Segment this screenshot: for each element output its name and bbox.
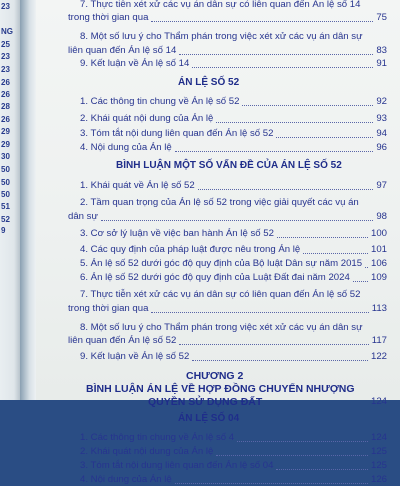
dot-leader xyxy=(151,20,373,22)
left-page-number: 26 xyxy=(1,115,10,124)
left-page-number: 51 xyxy=(1,202,10,211)
toc-page-number: 83 xyxy=(376,45,387,56)
dot-leader xyxy=(175,482,368,484)
toc-page-number: 98 xyxy=(376,211,387,222)
dot-leader xyxy=(353,280,368,282)
chapter-heading: CHƯƠNG 2 xyxy=(186,370,244,382)
dot-leader xyxy=(179,343,369,345)
toc-entry: trong thời gian qua xyxy=(68,303,149,314)
toc-entry: 2. Khái quát nội dung của Án lệ xyxy=(80,113,214,124)
left-page-number: 50 xyxy=(1,178,10,187)
toc-entry: 7. Thực tiễn xét xử các vụ án dân sự có liên quan đến Án lệ số 52 xyxy=(80,289,361,300)
toc-page-number: 97 xyxy=(376,180,387,191)
toc-entry: trong thời gian qua xyxy=(68,12,149,23)
toc-page-number: 126 xyxy=(370,474,387,485)
chapter-heading: QUYỀN SỬ DỤNG ĐẤT xyxy=(148,396,263,408)
dot-leader xyxy=(101,219,373,221)
left-page-number: 26 xyxy=(1,90,10,99)
toc-entry: 1. Các thông tin chung về Án lệ số 52 xyxy=(80,96,240,107)
toc-entry: 5. Án lệ số 52 dưới góc độ quy định của Bộ luật Dân sự năm 2015 xyxy=(80,258,363,269)
toc-page-number: 117 xyxy=(371,335,387,346)
dot-leader xyxy=(198,188,373,190)
toc-entry: 4. Các quy định của pháp luật được nêu trong Án lệ xyxy=(80,244,301,255)
left-page-number: 50 xyxy=(1,165,10,174)
dot-leader xyxy=(192,66,373,68)
dot-leader xyxy=(216,121,373,123)
dot-leader xyxy=(276,136,373,138)
left-page-number: 26 xyxy=(1,78,10,87)
left-page-number: 50 xyxy=(1,190,10,199)
left-page-number: 30 xyxy=(1,152,10,161)
left-page-number: NG xyxy=(1,27,13,36)
dot-leader xyxy=(216,454,368,456)
left-page-number: 23 xyxy=(1,52,10,61)
toc-entry: 9. Kết luận về Án lệ số 14 xyxy=(80,58,190,69)
left-page-number: 28 xyxy=(1,102,10,111)
left-page-number: 23 xyxy=(1,65,10,74)
toc-entry: 6. Án lệ số 52 dưới góc độ quy định của Luật Đất đai năm 2024 xyxy=(80,272,350,283)
left-page-number: 23 xyxy=(1,2,10,11)
dot-leader xyxy=(242,104,373,106)
toc-entry: 2. Khái quát nội dung của Án lệ xyxy=(80,446,214,457)
toc-page-number: 125 xyxy=(370,446,387,457)
toc-page-number: 125 xyxy=(370,460,387,471)
left-page-number: 52 xyxy=(1,215,10,224)
dot-leader xyxy=(277,236,368,238)
toc-entry: 1. Các thông tin chung về Án lệ số 4 xyxy=(80,432,235,443)
toc-page-number: 100 xyxy=(370,228,387,239)
section-heading: BÌNH LUẬN MỘT SỐ VẤN ĐỀ CỦA ÁN LỆ SỐ 52 xyxy=(116,160,342,171)
toc-page-number: 122 xyxy=(370,351,387,362)
left-page-number: 29 xyxy=(1,140,10,149)
dot-leader xyxy=(192,359,368,361)
section-heading: ÁN LỆ SỐ 04 xyxy=(178,413,240,424)
toc-entry: 8. Một số lưu ý cho Thẩm phán trong việc xét xử các vụ án dân sự xyxy=(80,31,363,42)
toc-page-number: 91 xyxy=(376,58,387,69)
toc-entry: liên quan đến Án lệ số 14 xyxy=(68,45,177,56)
toc-page-number: 109 xyxy=(370,272,387,283)
toc-entry: dân sự xyxy=(68,211,98,222)
toc-page-number: 94 xyxy=(376,128,387,139)
toc-entry: 3. Tóm tắt nội dung liên quan đến Án lệ số 04 xyxy=(80,460,274,471)
chapter-heading: BÌNH LUẬN ÁN LỆ VỀ HỢP ĐỒNG CHUYỂN NHƯỢNG xyxy=(86,383,355,395)
toc-page-number: 93 xyxy=(376,113,387,124)
toc-entry: 3. Tóm tắt nội dung liên quan đến Án lệ số 52 xyxy=(80,128,274,139)
dot-leader xyxy=(365,266,368,268)
toc-page-number: 113 xyxy=(371,303,387,314)
toc-entry: 1. Khái quát về Án lệ số 52 xyxy=(80,180,195,191)
dot-leader xyxy=(276,468,368,470)
toc-page-number: 124 xyxy=(370,432,387,443)
toc-entry: 2. Tầm quan trọng của Án lệ số 52 trong việc giải quyết các vụ án xyxy=(80,197,359,208)
left-page-number: 9 xyxy=(1,226,6,235)
toc-entry: 7. Thực tiễn xét xử các vụ án dân sự có liên quan đến Án lệ số 14 xyxy=(80,0,361,10)
dot-leader xyxy=(175,150,373,152)
left-page-number: 29 xyxy=(1,127,10,136)
toc-entry: 8. Một số lưu ý cho Thẩm phán trong việc xét xử các vụ án dân sự xyxy=(80,322,363,333)
dot-leader xyxy=(303,252,368,254)
dot-leader xyxy=(179,53,373,55)
toc-entry: 9. Kết luận về Án lệ số 52 xyxy=(80,351,190,362)
dot-leader xyxy=(151,311,369,313)
toc-entry: 4. Nội dung của Án lệ xyxy=(80,142,172,153)
left-page-edge xyxy=(0,0,20,400)
toc-page-number: 124 xyxy=(370,396,387,407)
toc-page-number: 92 xyxy=(376,96,387,107)
dot-leader xyxy=(237,440,368,442)
toc-page-number: 106 xyxy=(370,258,387,269)
left-page-number: 25 xyxy=(1,40,10,49)
toc-page xyxy=(36,0,400,485)
book-gutter xyxy=(20,0,36,400)
toc-entry: liên quan đến Án lệ số 52 xyxy=(68,335,177,346)
section-heading: ÁN LỆ SỐ 52 xyxy=(178,77,240,88)
toc-entry: 4. Nội dung của Án lệ xyxy=(80,474,172,485)
toc-page-number: 101 xyxy=(370,244,387,255)
toc-page-number: 96 xyxy=(376,142,387,153)
toc-page-number: 75 xyxy=(376,12,387,23)
toc-entry: 3. Cơ sở lý luận về việc ban hành Án lệ số 52 xyxy=(80,228,274,239)
